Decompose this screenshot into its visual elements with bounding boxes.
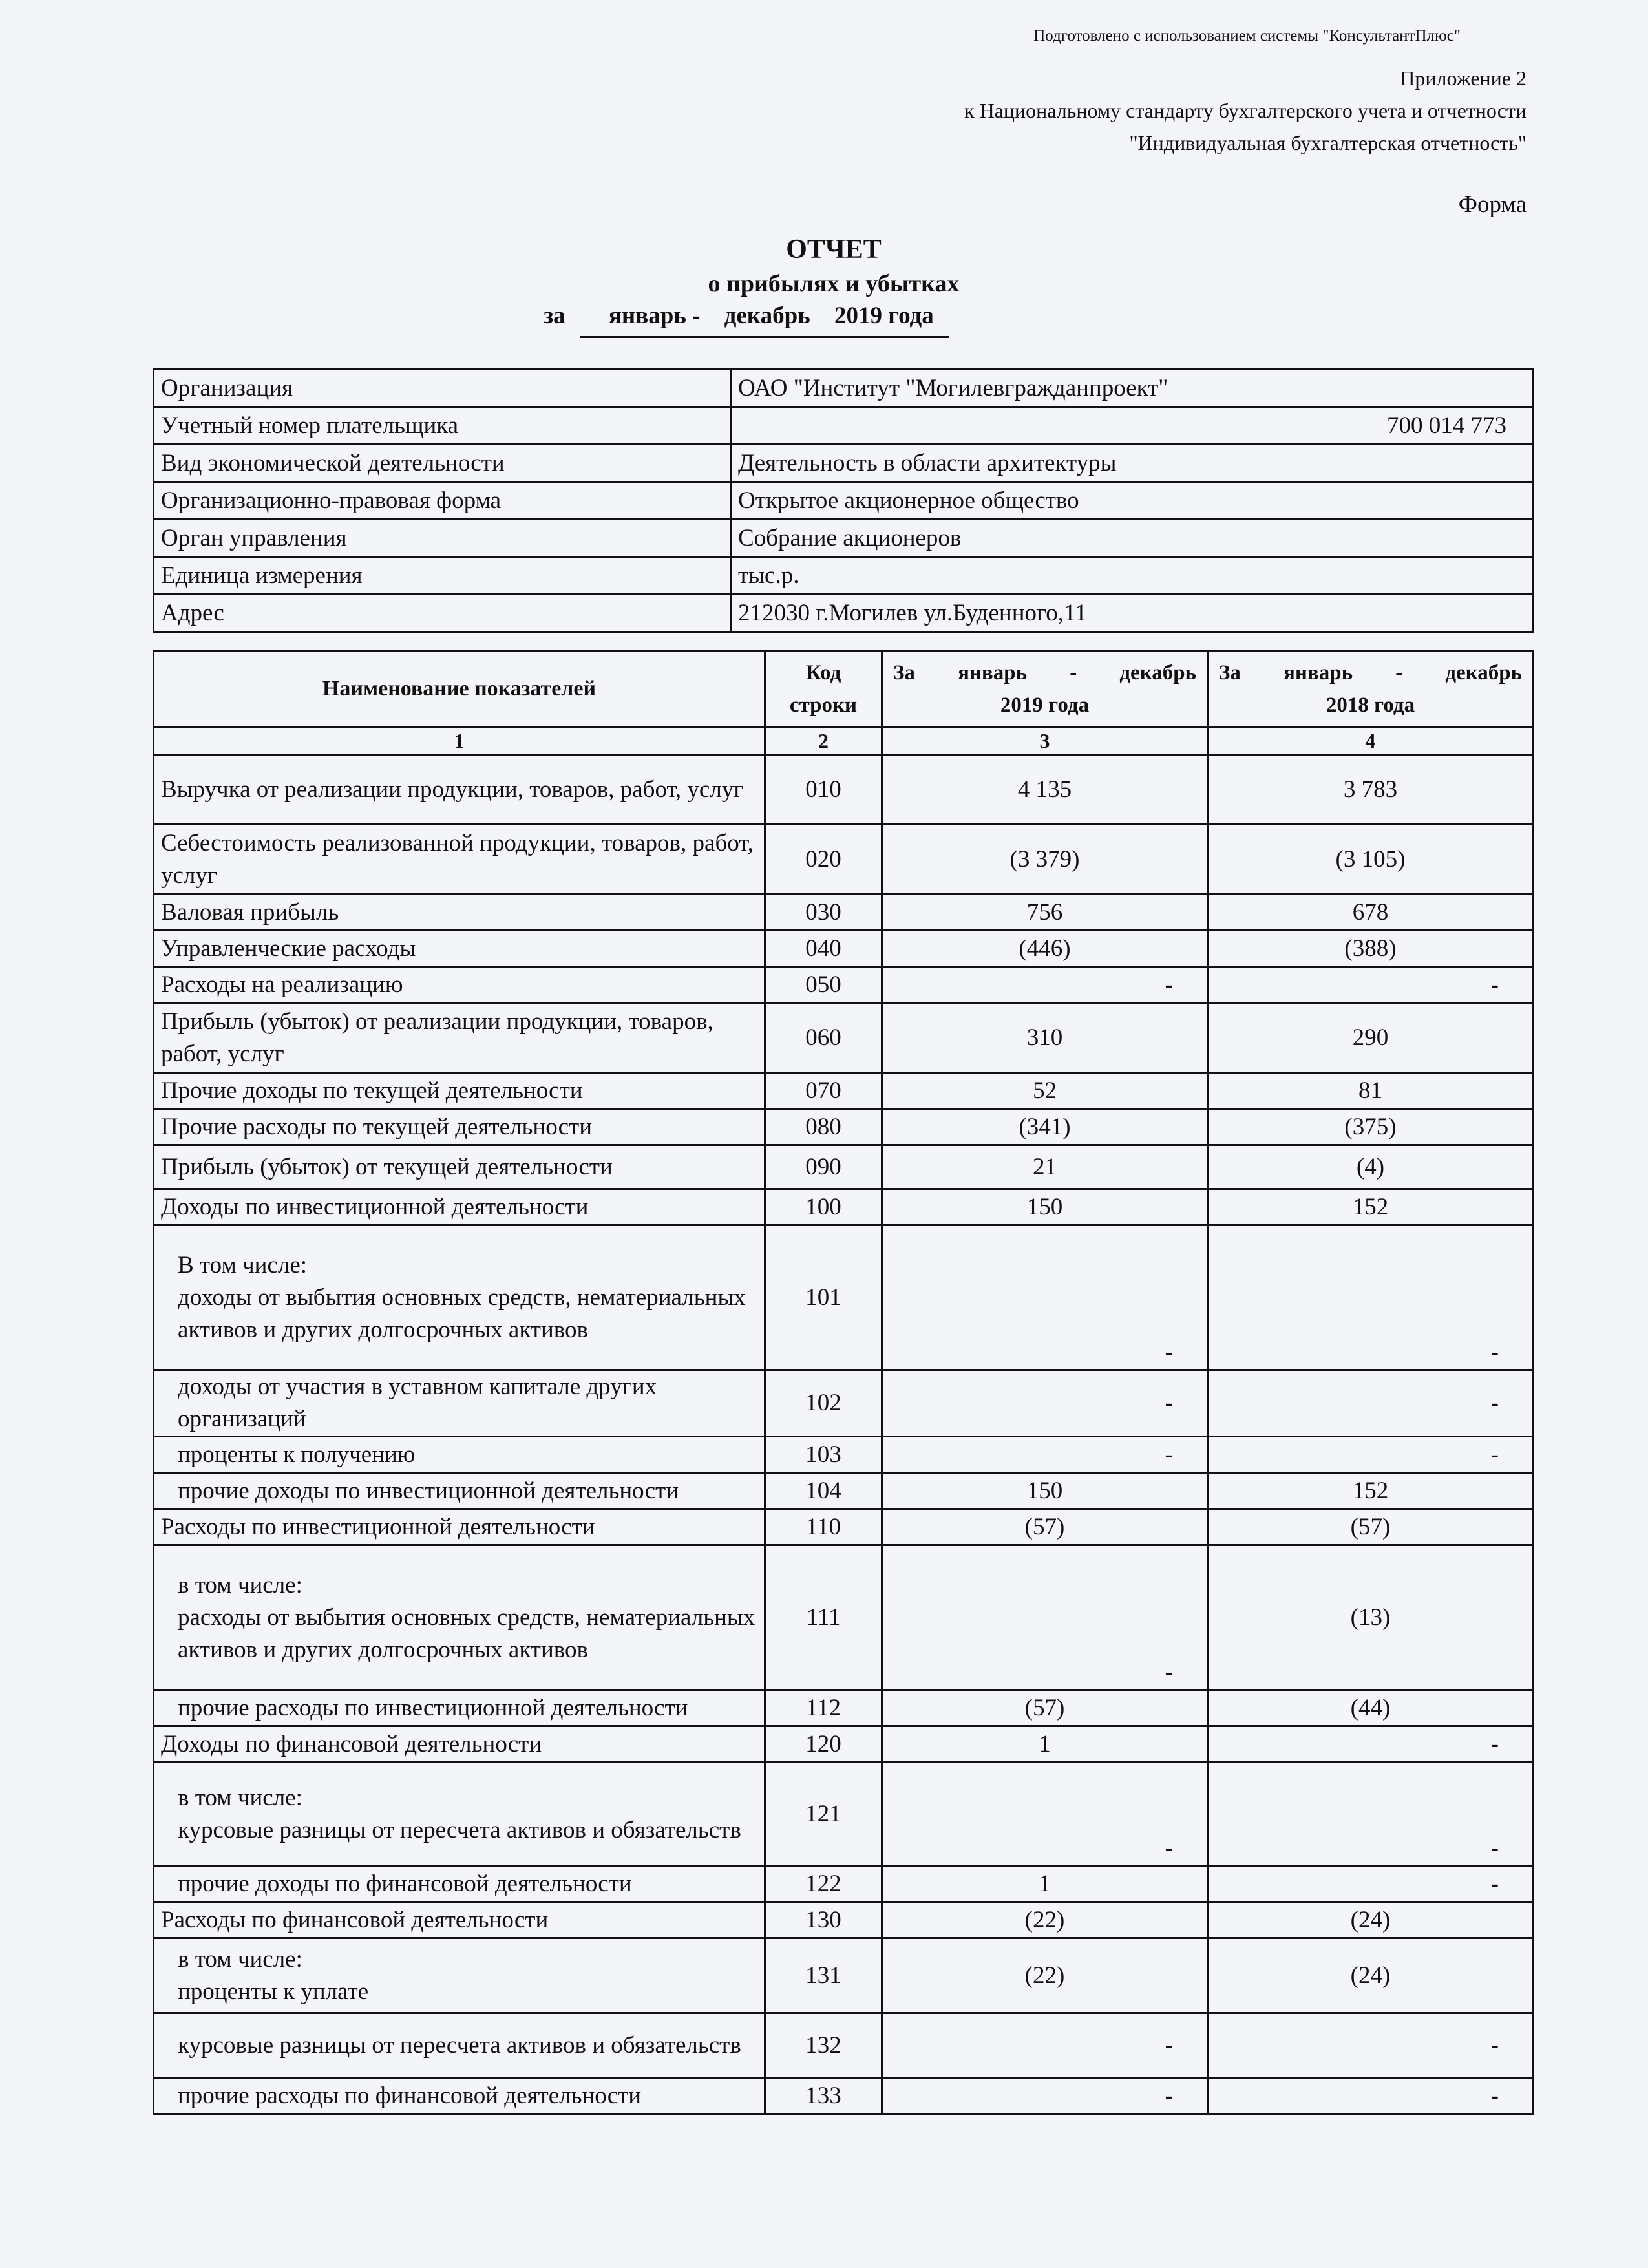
row-name-text: доходы от участия в уставном капитале других организаций bbox=[178, 1373, 657, 1432]
period-word: За bbox=[1219, 661, 1241, 684]
row-name bbox=[154, 895, 765, 931]
value-2019: (446) bbox=[882, 931, 1208, 967]
row-name-text: Расходы по инвестиционной деятельности bbox=[161, 1513, 595, 1540]
row-name-text: Расходы по финансовой деятельности bbox=[161, 1906, 549, 1933]
table-row bbox=[154, 1690, 1534, 1726]
column-number-2: 2 bbox=[765, 727, 882, 755]
organization-info-table bbox=[153, 368, 1534, 633]
table-row bbox=[154, 755, 1534, 825]
row-name bbox=[154, 1370, 765, 1437]
value-2019: 150 bbox=[882, 1189, 1208, 1225]
row-code: 102 bbox=[765, 1370, 882, 1437]
header-code: Код строки bbox=[765, 651, 882, 727]
row-code: 133 bbox=[765, 2078, 882, 2114]
value-2019: - bbox=[882, 1370, 1208, 1437]
period-word: - bbox=[1070, 661, 1077, 684]
value-2019: - bbox=[882, 2078, 1208, 2114]
value-2019: - bbox=[882, 1437, 1208, 1473]
value-2018: 152 bbox=[1208, 1473, 1534, 1509]
row-name-text: Расходы на реализацию bbox=[161, 971, 403, 998]
row-name-text: Доходы по инвестиционной деятельности bbox=[161, 1193, 589, 1220]
table-row bbox=[154, 1437, 1534, 1473]
row-name-text: Выручка от реализации продукции, товаров, работ, услуг bbox=[161, 776, 744, 803]
row-name-text: прочие расходы по инвестиционной деятельности bbox=[178, 1694, 688, 1721]
title-month-to: декабрь bbox=[724, 302, 810, 329]
header-period-2018: За январь - декабрь 2018 года bbox=[1208, 651, 1534, 727]
row-code: 121 bbox=[765, 1763, 882, 1866]
info-label: Единица измерения bbox=[154, 557, 731, 595]
row-code: 070 bbox=[765, 1073, 882, 1109]
row-name bbox=[154, 755, 765, 825]
value-2019: - bbox=[882, 1225, 1208, 1370]
period-word: - bbox=[1395, 661, 1403, 684]
row-subheading: В том числе: bbox=[178, 1251, 308, 1278]
column-number-3: 3 bbox=[882, 727, 1208, 755]
info-value: Собрание акционеров bbox=[731, 520, 1534, 557]
annex-note bbox=[964, 62, 1527, 159]
value-2018: (3 105) bbox=[1208, 825, 1534, 895]
info-label: Орган управления bbox=[154, 520, 731, 557]
value-2018: 678 bbox=[1208, 895, 1534, 931]
title-line-1: ОТЧЕТ bbox=[786, 235, 882, 264]
table-row bbox=[154, 1145, 1534, 1189]
row-code: 131 bbox=[765, 1938, 882, 2013]
value-2018: (44) bbox=[1208, 1690, 1534, 1726]
value-2018: (57) bbox=[1208, 1509, 1534, 1545]
row-code: 111 bbox=[765, 1545, 882, 1690]
period-label-words bbox=[889, 657, 1200, 689]
value-2018: 152 bbox=[1208, 1189, 1534, 1225]
row-name bbox=[154, 1509, 765, 1545]
column-number-1: 1 bbox=[154, 727, 765, 755]
value-2018: 290 bbox=[1208, 1003, 1534, 1073]
value-2018: 81 bbox=[1208, 1073, 1534, 1109]
row-name bbox=[154, 1763, 765, 1866]
row-name bbox=[154, 1145, 765, 1189]
row-name-text: Прибыль (убыток) от реализации продукции, товаров, работ, услуг bbox=[161, 1008, 713, 1067]
table-row bbox=[154, 1509, 1534, 1545]
value-2019: (341) bbox=[882, 1109, 1208, 1145]
value-2019: 21 bbox=[882, 1145, 1208, 1189]
row-name-text: прочие доходы по финансовой деятельности bbox=[178, 1870, 632, 1897]
value-2019: 52 bbox=[882, 1073, 1208, 1109]
row-subheading: в том числе: bbox=[178, 1571, 302, 1598]
annex-line-2: к Национальному стандарту бухгалтерского учета и отчетности bbox=[964, 99, 1527, 122]
row-name bbox=[154, 1938, 765, 2013]
value-2018: (13) bbox=[1208, 1545, 1534, 1690]
info-value: Открытое акционерное общество bbox=[731, 482, 1534, 520]
row-code: 040 bbox=[765, 931, 882, 967]
prepared-by-note: Подготовлено с использованием системы "КонсультантПлюс" bbox=[1033, 27, 1461, 45]
value-2019: (57) bbox=[882, 1690, 1208, 1726]
row-name bbox=[154, 2013, 765, 2078]
row-name-text: доходы от выбытия основных средств, нематериальных активов и других долгосрочных активов bbox=[178, 1284, 746, 1343]
table-row bbox=[154, 1473, 1534, 1509]
info-value: 700 014 773 bbox=[731, 407, 1534, 445]
row-name bbox=[154, 931, 765, 967]
row-name bbox=[154, 1437, 765, 1473]
row-name-text: Валовая прибыль bbox=[161, 898, 339, 926]
row-name bbox=[154, 1473, 765, 1509]
table-row bbox=[154, 1073, 1534, 1109]
row-name-text: Прибыль (убыток) от текущей деятельности bbox=[161, 1153, 613, 1180]
info-row bbox=[154, 370, 1534, 407]
row-name-text: Прочие доходы по текущей деятельности bbox=[161, 1077, 583, 1104]
row-name-text: курсовые разницы от пересчета активов и обязательств bbox=[178, 2031, 741, 2059]
header-period-2019: За январь - декабрь 2019 года bbox=[882, 651, 1208, 727]
value-2018: - bbox=[1208, 1437, 1534, 1473]
info-row bbox=[154, 557, 1534, 595]
value-2018: 3 783 bbox=[1208, 755, 1534, 825]
row-code: 110 bbox=[765, 1509, 882, 1545]
period-word: декабрь bbox=[1445, 661, 1523, 684]
row-name bbox=[154, 1109, 765, 1145]
info-row bbox=[154, 595, 1534, 632]
row-name bbox=[154, 1726, 765, 1763]
row-name bbox=[154, 1003, 765, 1073]
title-year: 2019 года bbox=[834, 302, 934, 329]
row-name-text: Себестоимость реализованной продукции, товаров, работ, услуг bbox=[161, 829, 754, 889]
info-row bbox=[154, 407, 1534, 445]
info-label: Организационно-правовая форма bbox=[154, 482, 731, 520]
value-2018: (388) bbox=[1208, 931, 1534, 967]
value-2018: (4) bbox=[1208, 1145, 1534, 1189]
info-value: тыс.р. bbox=[731, 557, 1534, 595]
row-name bbox=[154, 1902, 765, 1938]
table-row bbox=[154, 1189, 1534, 1225]
table-row bbox=[154, 1225, 1534, 1370]
row-name-text: курсовые разницы от пересчета активов и обязательств bbox=[178, 1816, 741, 1843]
table-row bbox=[154, 1763, 1534, 1866]
row-name-text: проценты к уплате bbox=[178, 1978, 369, 2005]
info-label: Адрес bbox=[154, 595, 731, 632]
title-line-2: о прибылях и убытках bbox=[708, 270, 960, 297]
row-code: 103 bbox=[765, 1437, 882, 1473]
row-code: 010 bbox=[765, 755, 882, 825]
value-2018: - bbox=[1208, 1763, 1534, 1866]
value-2019: (57) bbox=[882, 1509, 1208, 1545]
row-name-text: Доходы по финансовой деятельности bbox=[161, 1730, 542, 1757]
row-name-text: прочие доходы по инвестиционной деятельности bbox=[178, 1477, 679, 1504]
row-code: 120 bbox=[765, 1726, 882, 1763]
value-2019: 150 bbox=[882, 1473, 1208, 1509]
table-row bbox=[154, 895, 1534, 931]
row-code: 112 bbox=[765, 1690, 882, 1726]
report-title bbox=[0, 231, 1648, 338]
row-code: 132 bbox=[765, 2013, 882, 2078]
row-code: 030 bbox=[765, 895, 882, 931]
info-row bbox=[154, 482, 1534, 520]
row-name-text: расходы от выбытия основных средств, нематериальных активов и других долгосрочных активов bbox=[178, 1604, 755, 1663]
row-name-text: прочие расходы по финансовой деятельности bbox=[178, 2082, 642, 2109]
value-2019: 310 bbox=[882, 1003, 1208, 1073]
table-row bbox=[154, 1545, 1534, 1690]
value-2019: 1 bbox=[882, 1866, 1208, 1902]
value-2018: - bbox=[1208, 1225, 1534, 1370]
row-name bbox=[154, 2078, 765, 2114]
value-2019: (3 379) bbox=[882, 825, 1208, 895]
value-2019: - bbox=[882, 1763, 1208, 1866]
column-number-4: 4 bbox=[1208, 727, 1534, 755]
table-row bbox=[154, 1109, 1534, 1145]
row-code: 090 bbox=[765, 1145, 882, 1189]
row-code: 101 bbox=[765, 1225, 882, 1370]
row-name bbox=[154, 1225, 765, 1370]
row-code: 020 bbox=[765, 825, 882, 895]
table-row bbox=[154, 1902, 1534, 1938]
annex-line-1: Приложение 2 bbox=[1400, 67, 1527, 90]
table-row bbox=[154, 1370, 1534, 1437]
title-for: за bbox=[544, 302, 565, 329]
info-label: Учетный номер плательщика bbox=[154, 407, 731, 445]
row-name bbox=[154, 1690, 765, 1726]
row-code: 122 bbox=[765, 1866, 882, 1902]
table-row bbox=[154, 1726, 1534, 1763]
info-row bbox=[154, 445, 1534, 482]
row-name bbox=[154, 967, 765, 1003]
value-2019: (22) bbox=[882, 1902, 1208, 1938]
table-row bbox=[154, 967, 1534, 1003]
value-2018: - bbox=[1208, 1866, 1534, 1902]
info-value: 212030 г.Могилев ул.Буденного,11 bbox=[731, 595, 1534, 632]
row-name-text: Управленческие расходы bbox=[161, 935, 416, 962]
value-2018: - bbox=[1208, 1726, 1534, 1763]
info-row bbox=[154, 520, 1534, 557]
value-2018: - bbox=[1208, 2013, 1534, 2078]
value-2019: 756 bbox=[882, 895, 1208, 931]
period-word: декабрь bbox=[1119, 661, 1197, 684]
form-label: Форма bbox=[1458, 191, 1527, 218]
row-code: 130 bbox=[765, 1902, 882, 1938]
profit-loss-table bbox=[153, 650, 1534, 2115]
info-label: Вид экономической деятельности bbox=[154, 445, 731, 482]
table-row bbox=[154, 825, 1534, 895]
table-row bbox=[154, 1866, 1534, 1902]
table-row bbox=[154, 1003, 1534, 1073]
annex-line-3: "Индивидуальная бухгалтерская отчетность" bbox=[1129, 131, 1527, 154]
value-2019: - bbox=[882, 2013, 1208, 2078]
value-2018: - bbox=[1208, 967, 1534, 1003]
row-subheading: в том числе: bbox=[178, 1784, 302, 1811]
row-name-text: Прочие расходы по текущей деятельности bbox=[161, 1113, 593, 1140]
value-2018: (375) bbox=[1208, 1109, 1534, 1145]
table-row bbox=[154, 2013, 1534, 2078]
row-code: 080 bbox=[765, 1109, 882, 1145]
value-2019: (22) bbox=[882, 1938, 1208, 2013]
row-code: 050 bbox=[765, 967, 882, 1003]
info-value: Деятельность в области архитектуры bbox=[731, 445, 1534, 482]
title-period-underlined bbox=[580, 300, 949, 338]
table-row bbox=[154, 1938, 1534, 2013]
value-2018: (24) bbox=[1208, 1902, 1534, 1938]
value-2019: - bbox=[882, 967, 1208, 1003]
period-word: январь bbox=[1284, 661, 1353, 684]
row-name bbox=[154, 1073, 765, 1109]
table-row bbox=[154, 2078, 1534, 2114]
row-code: 060 bbox=[765, 1003, 882, 1073]
table-row bbox=[154, 931, 1534, 967]
row-name bbox=[154, 825, 765, 895]
row-name-text: проценты к получению bbox=[178, 1441, 416, 1468]
row-name bbox=[154, 1189, 765, 1225]
title-month-from: январь - bbox=[608, 302, 701, 329]
period-word: январь bbox=[958, 661, 1028, 684]
row-code: 104 bbox=[765, 1473, 882, 1509]
period-label-words bbox=[1215, 657, 1526, 689]
header-name: Наименование показателей bbox=[154, 651, 765, 727]
value-2019: - bbox=[882, 1545, 1208, 1690]
info-value: ОАО "Институт "Могилевгражданпроект" bbox=[731, 370, 1534, 407]
value-2019: 1 bbox=[882, 1726, 1208, 1763]
value-2018: - bbox=[1208, 2078, 1534, 2114]
row-code: 100 bbox=[765, 1189, 882, 1225]
period-word: За bbox=[893, 661, 915, 684]
row-name bbox=[154, 1545, 765, 1690]
value-2019: 4 135 bbox=[882, 755, 1208, 825]
info-label: Организация bbox=[154, 370, 731, 407]
row-name bbox=[154, 1866, 765, 1902]
value-2018: - bbox=[1208, 1370, 1534, 1437]
title-period bbox=[0, 300, 1648, 338]
row-subheading: в том числе: bbox=[178, 1945, 302, 1973]
value-2018: (24) bbox=[1208, 1938, 1534, 2013]
